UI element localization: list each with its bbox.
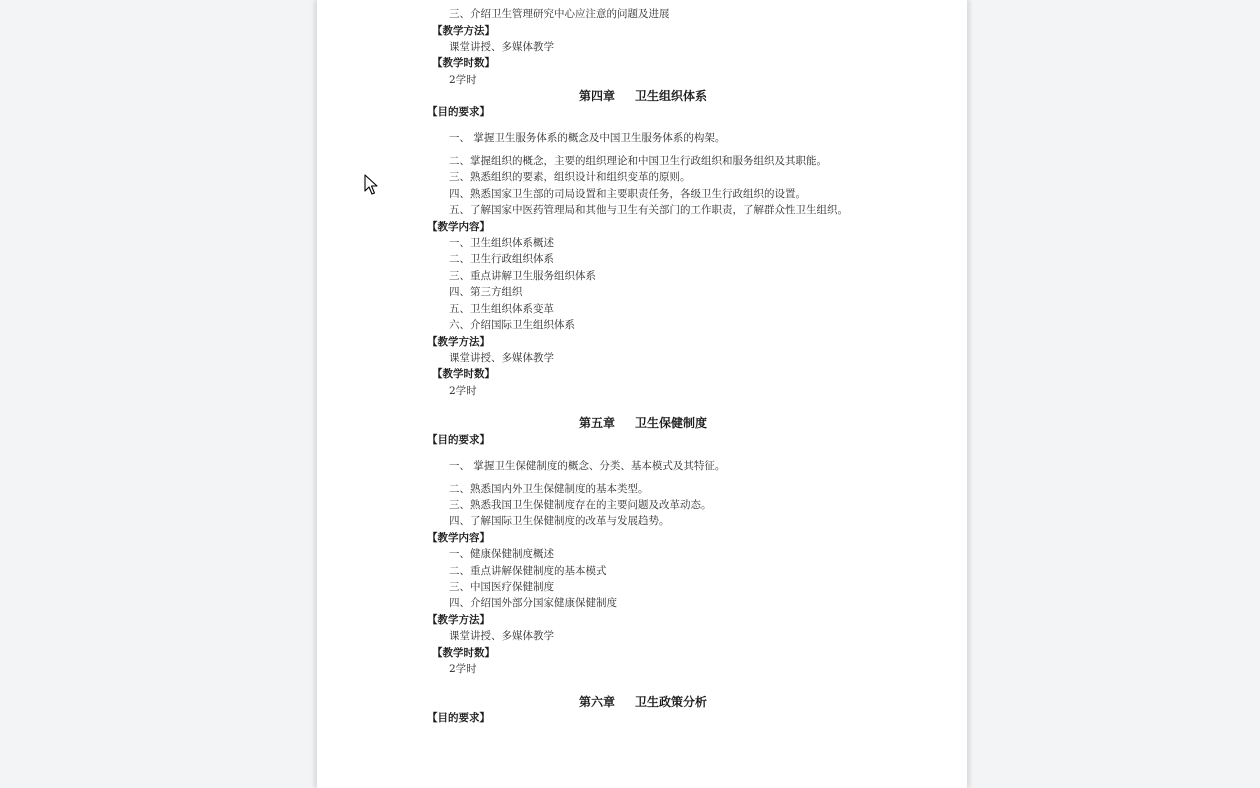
hours-heading: 【教学时数】 bbox=[432, 647, 495, 659]
chapter-number: 第四章 bbox=[579, 89, 616, 103]
objective-item: 二、掌握组织的概念，主要的组织理论和中国卫生行政组织和服务组织及其职能。 bbox=[449, 155, 827, 167]
objective-item: 五、了解国家中医药管理局和其他与卫生有关部门的工作职责，了解群众性卫生组织。 bbox=[449, 204, 848, 216]
objective-item: 四、熟悉国家卫生部的司局设置和主要职责任务，各级卫生行政组织的设置。 bbox=[449, 188, 806, 200]
objectives-heading: 【目的要求】 bbox=[427, 106, 490, 118]
content-item: 一、健康保健制度概述 bbox=[449, 548, 554, 560]
chapter-number: 第五章 bbox=[579, 416, 616, 430]
objectives-heading: 【目的要求】 bbox=[427, 712, 490, 724]
content-item: 二、卫生行政组织体系 bbox=[449, 253, 554, 265]
content-item: 六、介绍国际卫生组织体系 bbox=[449, 319, 575, 331]
method-heading: 【教学方法】 bbox=[427, 614, 490, 626]
objective-item: 四、了解国际卫生保健制度的改革与发展趋势。 bbox=[449, 515, 670, 527]
method-heading: 【教学方法】 bbox=[427, 336, 490, 348]
objective-item: 三、熟悉我国卫生保健制度存在的主要问题及改革动态。 bbox=[449, 499, 712, 511]
method-text: 课堂讲授、多媒体教学 bbox=[449, 630, 554, 642]
chapter-4-title bbox=[579, 90, 707, 103]
hours-text: 2学时 bbox=[449, 663, 477, 675]
content-item: 三、中国医疗保健制度 bbox=[449, 581, 554, 593]
method-text: 课堂讲授、多媒体教学 bbox=[449, 41, 554, 53]
chapter-title: 卫生组织体系 bbox=[635, 89, 708, 103]
content-heading: 【教学内容】 bbox=[427, 532, 490, 544]
objective-item: 三、熟悉组织的要素，组织设计和组织变革的原则。 bbox=[449, 171, 691, 183]
mouse-cursor-icon bbox=[364, 174, 378, 196]
chapter-title: 卫生政策分析 bbox=[635, 695, 708, 709]
content-item: 三、介绍卫生管理研究中心应注意的问题及进展 bbox=[449, 8, 670, 20]
hours-heading: 【教学时数】 bbox=[432, 368, 495, 380]
objectives-heading: 【目的要求】 bbox=[427, 434, 490, 446]
method-text: 课堂讲授、多媒体教学 bbox=[449, 352, 554, 364]
content-item: 五、卫生组织体系变革 bbox=[449, 303, 554, 315]
chapter-title: 卫生保健制度 bbox=[635, 416, 708, 430]
content-item: 四、介绍国外部分国家健康保健制度 bbox=[449, 597, 617, 609]
method-heading: 【教学方法】 bbox=[432, 25, 495, 37]
document-page bbox=[317, 0, 967, 788]
chapter-number: 第六章 bbox=[579, 695, 616, 709]
objective-item: 二、熟悉国内外卫生保健制度的基本类型。 bbox=[449, 483, 649, 495]
hours-heading: 【教学时数】 bbox=[432, 57, 495, 69]
chapter-6-title bbox=[579, 696, 707, 709]
content-item: 四、第三方组织 bbox=[449, 286, 523, 298]
objective-item: 一、 掌握卫生保健制度的概念、分类、基本模式及其特征。 bbox=[449, 460, 726, 472]
content-item: 一、卫生组织体系概述 bbox=[449, 237, 554, 249]
content-item: 二、重点讲解保健制度的基本模式 bbox=[449, 565, 607, 577]
content-heading: 【教学内容】 bbox=[427, 221, 490, 233]
objective-item: 一、 掌握卫生服务体系的概念及中国卫生服务体系的构架。 bbox=[449, 132, 726, 144]
chapter-5-title bbox=[579, 417, 707, 430]
hours-text: 2学时 bbox=[449, 385, 477, 397]
hours-text: 2学时 bbox=[449, 74, 477, 86]
content-item: 三、重点讲解卫生服务组织体系 bbox=[449, 270, 596, 282]
